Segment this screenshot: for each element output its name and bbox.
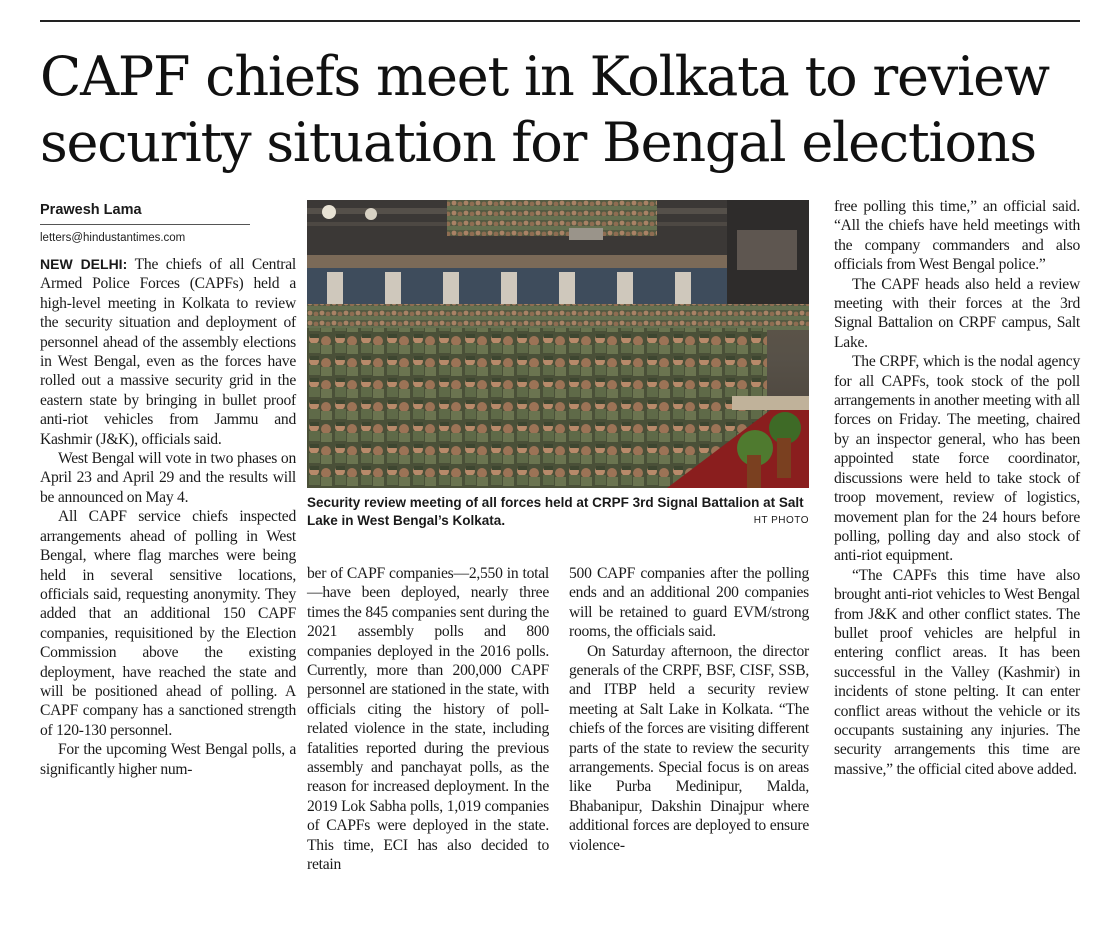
photo-caption <box>307 494 809 530</box>
photo-credit: HT PHOTO <box>753 515 809 526</box>
article-paragraph: “The CAPFs this time have also brought anti-riot vehicles to West Bengal from J&K and other conflict states. The bullet proof vehicles are helpful in entering conflict areas. It has been successful in the Valley (Kashmir) in incidents of stone pelting. It can enter conflict areas without the vehicle or its occupants sustaining any injuries. The security arrangements this time are massive,” the official cited above added. <box>834 566 1080 778</box>
article-paragraph: All CAPF service chiefs inspected arrangements ahead of polling in West Bengal, where flag marches were being held in several sensitive locations, officials said, requesting anonymity. They added that an additional 150 CAPF companies, requisitioned by the Election Commission above the existing deployment, have reached the state and will be positioned ahead of polling. A CAPF company has a sanctioned strength of 120-130 personnel. <box>40 508 296 739</box>
article-column-1 <box>40 255 296 779</box>
article-paragraph: 500 CAPF companies after the polling ends and an additional 200 companies will be retained to guard EVM/strong rooms, the officials said. <box>569 565 809 641</box>
article-paragraph: West Bengal will vote in two phases on April 23 and April 29 and the results will be announced on May 4. <box>40 450 296 506</box>
byline-author: Prawesh Lama <box>40 202 142 218</box>
top-rule <box>40 20 1080 22</box>
article-paragraph: For the upcoming West Bengal polls, a significantly higher num- <box>40 741 296 778</box>
article-paragraph: The CRPF, which is the nodal agency for all CAPFs, took stock of the poll arrangements in another meeting with all forces on Friday. The meeting, chaired by an inspector general, who has been appointed state force coordinator, discussions were held to take stock of troop movement, review of logistics, movement plan for the 24 hours before polling, polling day and also stock of anti-riot equipment. <box>834 353 1080 565</box>
article-paragraph: ber of CAPF companies—2,550 in total—have been deployed, nearly three times the 845 companies sent during the 2021 assembly polls and 800 companies deployed in the 2016 polls. Currently, more than 200,000 CAPF personnel are stationed in the state, with officials citing the history of poll-related violence in the state, including fatalities reported during the previous assembly and panchayat polls, as the reason for increased deployment. In the 2019 Lok Sabha polls, 1,019 companies of CAPFs were deployed in the state. This time, ECI has also decided to retain <box>307 565 549 874</box>
news-photo <box>307 200 809 488</box>
article-paragraph: NEW DELHI: The chiefs of all Central Armed Police Forces (CAPFs) held a high-level meeting in Kolkata to review the security situation and deployment of personnel ahead of the assembly elections in West Bengal, even as the forces have rolled out a massive security grid in the eastern state by bringing in bullet proof anti-riot vehicles from Jammu and Kashmir (J&K), officials said. <box>40 256 296 448</box>
dateline: NEW DELHI: <box>40 256 128 272</box>
headline: CAPF chiefs meet in Kolkata to review security situation for Bengal elections <box>40 45 1049 174</box>
byline-rule <box>40 224 250 225</box>
article-paragraph: On Saturday afternoon, the director generals of the CRPF, BSF, CISF, SSB, and ITBP held a security review meeting at Salt Lake in Kolkata. “The chiefs of the forces are visiting different parts of the state to review the security arrangements. Special focus is on areas like Purba Medinipur, Malda, Bhabanipur, Dakshin Dinajpur where additional forces are deployed to ensure violence- <box>569 642 809 854</box>
article-paragraph: The CAPF heads also held a review meeting with their forces at the 3rd Signal Battalion on CRPF campus, Salt Lake. <box>834 275 1080 351</box>
article-column-3 <box>569 564 809 855</box>
article-column-4 <box>834 197 1080 779</box>
byline <box>40 201 290 245</box>
meeting-hall-photo-image <box>307 200 809 488</box>
article-column-2 <box>307 564 549 875</box>
byline-email: letters@hindustantimes.com <box>40 232 186 244</box>
article-paragraph: free polling this time,” an official said. “All the chiefs have held meetings with the company commanders and also officials from West Bengal police.” <box>834 198 1080 274</box>
caption-text: Security review meeting of all forces held at CRPF 3rd Signal Battalion at Salt Lake in West Bengal’s Kolkata. <box>307 495 804 528</box>
